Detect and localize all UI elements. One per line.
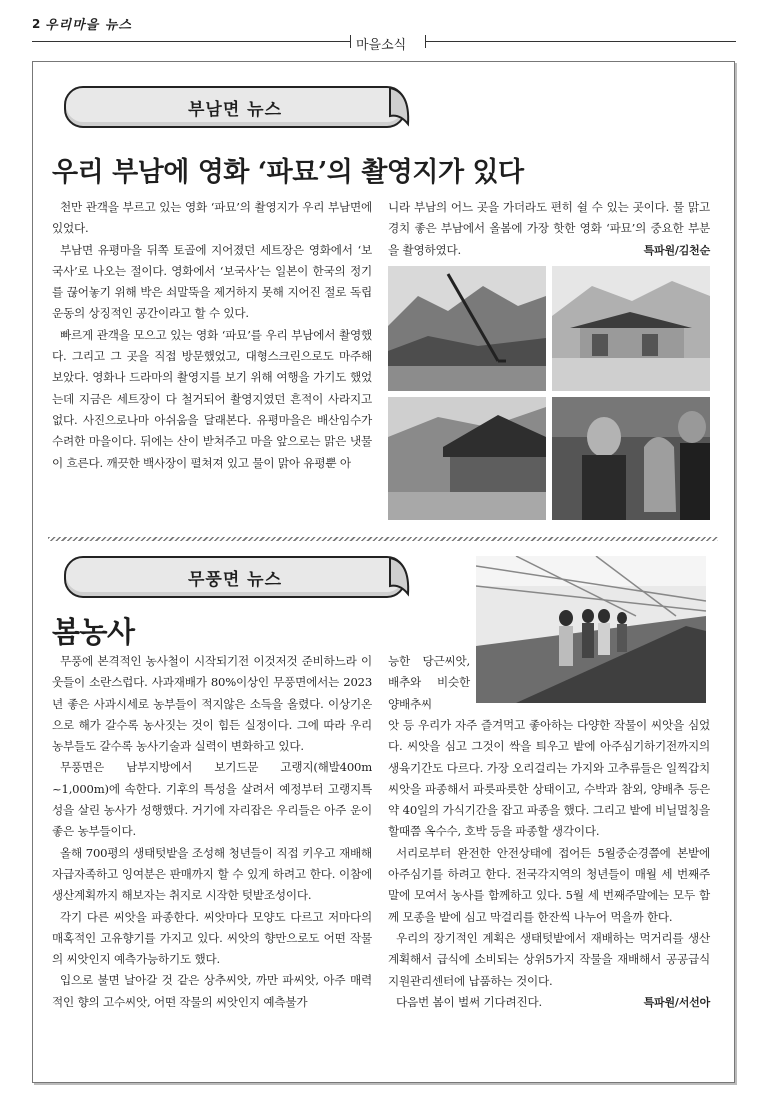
section-badge-bunam <box>64 86 406 128</box>
photo-actors-grave <box>552 397 710 520</box>
paragraph: 능한 당근씨앗, 배추와 비슷한 양배추씨 <box>388 654 470 711</box>
paragraph: 서리로부터 완전한 안전상태에 접어든 5월중순경쯤에 본밭에 아주심기를 하려고 한다. 전국각지역의 청년들이 매월 세 번째주말에 모여서 농사를 함께하고 있다. 5월 세 번째주말에는 모두 함께 모종을 밭에 심고 막걸리를 한잔씩 나누어 먹을까 한다. <box>388 845 710 924</box>
page-curl-icon <box>388 554 414 598</box>
byline: 특파원/김천순 <box>643 243 710 257</box>
paragraph: 우리의 장기적인 계획은 생태텃밭에서 재배하는 먹거리를 생산계획해서 급식에 소비되는 상위5가지 작물을 재배해서 공공급식지원관리센터에 납품하는 것이다. <box>388 930 710 988</box>
paragraph: 빠르게 관객을 모으고 있는 영화 ‘파묘’를 우리 부남에서 촬영했다. 그리고 그 곳을 직접 방문했었고, 대형스크린으로도 마주해 보았다. 영화나 드라마의 촬영지를 보기 위해 여행을 가기도 했었는데 지금은 세트장이 다 철거되어 촬영지였던 흔적이 사라지고 없다. 사진으로나마 아쉬움을 달래본다. 유평마을은 배산임수가 수려한 마을이다. 뒤에는 산이 받쳐주고 마을 앞으로는 맑은 냇물이 흐른다. 깨끗한 백사장이 펼쳐져 있고 물이 맑아 유평뿐 아 <box>52 327 372 470</box>
header-tick-left <box>350 35 351 48</box>
paragraph: 니라 부남의 어느 곳을 가더라도 편히 쉴 수 있는 곳이다. 물 맑고 경치 좋은 부남에서 올봄에 가장 핫한 영화 ‘파묘’의 중요한 부분을 촬영하였다. <box>388 200 710 257</box>
byline: 특파원/서선아 <box>643 996 710 1010</box>
paragraph: 입으로 불면 날아갈 것 같은 상추씨앗, 까만 파씨앗, 아주 매력적인 향의 고수씨앗, 어떤 작물의 씨앗인지 예측불가 <box>52 973 372 1009</box>
section-label: 마을소식 <box>356 38 407 53</box>
article2-intro-beside-photo <box>388 651 470 715</box>
section-badge-mupung <box>64 556 406 598</box>
headline-pamyo: 우리 부남에 영화 ‘파묘’의 촬영지가 있다 <box>52 157 524 188</box>
article2-body-right <box>388 715 710 1013</box>
temple-house-icon <box>552 266 710 391</box>
paragraph: 부남면 유평마을 뒤쪽 토골에 지어졌던 세트장은 영화에서 ‘보국사’로 나오는 절이다. 영화에서 ‘보국사’는 일본이 한국의 정기를 끊어놓기 위해 박은 쇠말뚝을 제거하지 못해 지어진 절로 독립운동의 상징적인 공간이라고 할 수 있다. <box>52 242 372 321</box>
page-number: 2 <box>32 17 41 31</box>
badge-label: 무풍면 뉴스 <box>187 569 283 590</box>
paragraph: 각기 다른 씨앗을 파종한다. 씨앗마다 모양도 다르고 저마다의 매혹적인 고유향기를 가지고 있다. 씨앗의 향만으로도 어떤 작물의 씨앗인지 예측가능하기도 했다. <box>52 909 372 967</box>
header-rule-right <box>426 41 736 42</box>
article-body-right <box>388 197 710 261</box>
paragraph: 무풍면은 남부지방에서 보기드문 고랭지(해발400m ~1,000m)에 속한다. 기후의 특성을 살려서 예정부터 고랭지특성을 살린 농사가 성행했다. 거기에 자리잡은 우리들은 아주 운이 좋은 농부들이다. <box>52 760 372 839</box>
badge-label: 부남면 뉴스 <box>187 99 283 120</box>
paragraph: 올해 700평의 생태텃밭을 조성해 청년들이 직접 키우고 재배해 자급자족하고 잉여분은 판매까지 할 수 있게 하려고 한다. 이참에 생산계획까지 해보자는 취지로 시작한 텃밭조성이다. <box>52 845 372 903</box>
article2-body-left <box>52 651 372 1013</box>
paragraph: 무풍에 본격적인 농사철이 시작되기전 이것저것 준비하느라 이웃들이 소란스럽다. 사과재배가 80%이상인 무풍면에서는 2023년 좋은 사과시세로 농부들이 적지않은 소득을 올렸다. 이상기온으로 해가 갈수록 농사짓는 것이 힘든 실정이다. 그에 따라 우리 농부들도 갈수록 농사기술과 실력이 변화하고 있다. <box>52 654 372 754</box>
page-header <box>0 14 765 53</box>
actors-at-gravestone-icon <box>552 397 710 520</box>
photo-wooden-temple <box>388 397 546 520</box>
photo-temple-house <box>552 266 710 391</box>
article-body-left <box>52 197 372 474</box>
newsletter-brand: 우리마을 뉴스 <box>45 18 132 33</box>
headline-spring-farming: 봄농사 <box>52 615 135 649</box>
photo-greenhouse <box>476 556 706 703</box>
paragraph: 다음번 봄이 벌써 기다려진다. <box>396 994 542 1009</box>
page-curl-icon <box>388 84 414 128</box>
crane-mountain-valley-icon <box>388 266 546 391</box>
header-rule-left <box>32 41 350 42</box>
paragraph: 앗 등 우리가 자주 즐겨먹고 좋아하는 다양한 작물이 씨앗을 심었다. 씨앗을 심고 그것이 싹을 틔우고 밭에 아주심기하기전까지의 생육기간도 다르다. 가장 오리걸리는 가지와 고추류들은 일찍갑치 씨앗을 파종해서 파릇파릇한 상태이고, 수박과 참외, 양배추 등은 약 40일의 가식기간을 잡고 파종을 했다. 그리고 밭에 비닐멀칭을 할때쯤 옥수수, 호박 등을 파종할 생각이다. <box>388 718 710 839</box>
photo-crane-valley <box>388 266 546 391</box>
section-divider <box>48 537 718 541</box>
old-wooden-temple-icon <box>388 397 546 520</box>
paragraph: 천만 관객을 부르고 있는 영화 ‘파묘’의 촬영지가 우리 부남면에 있었다. <box>52 200 372 236</box>
greenhouse-group-icon <box>476 556 706 703</box>
